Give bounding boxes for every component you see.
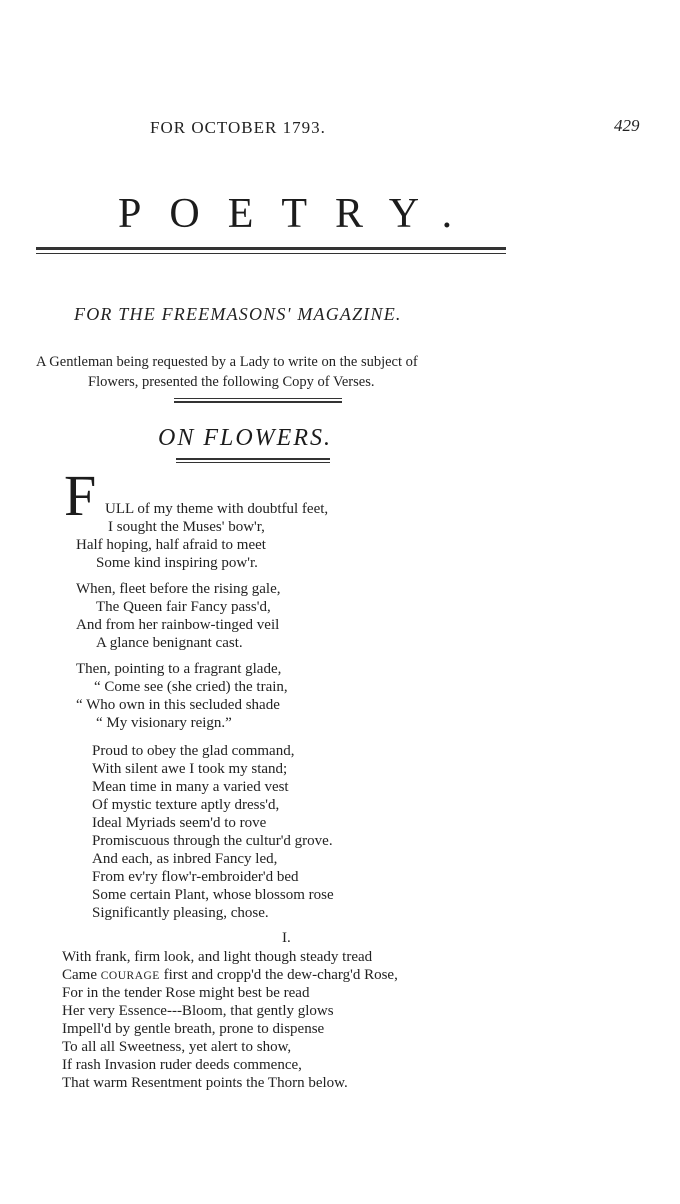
poem-line: Some kind inspiring pow'r. <box>96 555 258 571</box>
poem-line: Of mystic texture aptly dress'd, <box>92 797 280 813</box>
line-text: Came <box>62 967 101 983</box>
poem-line: And from her rainbow-tinged veil <box>76 617 280 633</box>
poem-title: ON FLOWERS. <box>158 425 332 451</box>
section-numeral: I. <box>282 930 291 946</box>
title-rule-thin <box>36 253 506 254</box>
poem-line: And each, as inbred Fancy led, <box>92 851 278 867</box>
poem-line: “ My visionary reign.” <box>96 715 232 731</box>
intro-line-2: Flowers, presented the following Copy of Verses. <box>88 374 375 390</box>
poem-line: The Queen fair Fancy pass'd, <box>96 599 271 615</box>
poem-line: Half hoping, half afraid to meet <box>76 537 266 553</box>
poem-line: Impell'd by gentle breath, prone to dispense <box>62 1021 325 1037</box>
intro-paragraph <box>36 352 516 392</box>
poem-line: Proud to obey the glad command, <box>92 743 295 759</box>
ornament-rule-top-2 <box>174 401 342 403</box>
poem-line: For in the tender Rose might best be read <box>62 985 310 1001</box>
poem-line: With silent awe I took my stand; <box>92 761 288 777</box>
poem-line: “ Come see (she cried) the train, <box>94 679 288 695</box>
section-title: POETRY. <box>118 191 481 237</box>
poem-line: Significantly pleasing, chose. <box>92 905 269 921</box>
poem-line: Then, pointing to a fragrant glade, <box>76 661 282 677</box>
poem-line: Mean time in many a varied vest <box>92 779 289 795</box>
intro-line-1: A Gentleman being requested by a Lady to write on the subject of <box>36 354 418 370</box>
poem-line: Ideal Myriads seem'd to rove <box>92 815 267 831</box>
ornament-rule-top-1 <box>174 398 342 399</box>
poem-line: If rash Invasion ruder deeds commence, <box>62 1057 302 1073</box>
poem-line: Some certain Plant, whose blossom rose <box>92 887 334 903</box>
line-text: first and cropp'd the dew-charg'd Rose, <box>159 967 398 983</box>
poem-line: That warm Resentment points the Thorn below. <box>62 1075 348 1091</box>
poem-line: From ev'ry flow'r-embroider'd bed <box>92 869 299 885</box>
poem-line: When, fleet before the rising gale, <box>76 581 281 597</box>
poem-line: Promiscuous through the cultur'd grove. <box>92 833 333 849</box>
poem-line: Her very Essence---Bloom, that gently glows <box>62 1003 334 1019</box>
subhead: FOR THE FREEMASONS' MAGAZINE. <box>74 304 402 324</box>
page-number: 429 <box>614 116 640 135</box>
small-caps-word: COURAGE <box>100 970 160 982</box>
ornament-rule-bottom-1 <box>176 458 330 460</box>
ornament-rule-bottom-2 <box>176 462 330 463</box>
poem-line: I sought the Muses' bow'r, <box>108 519 265 535</box>
drop-cap: F <box>64 463 97 528</box>
poem-line: “ Who own in this secluded shade <box>76 697 280 713</box>
poem-line: ULL of my theme with doubtful feet, <box>105 501 329 517</box>
poem-line: A glance benignant cast. <box>96 635 243 651</box>
title-rule-thick <box>36 247 506 250</box>
poem-line <box>62 966 398 985</box>
running-head: FOR OCTOBER 1793. <box>150 118 326 137</box>
poem-line: To all all Sweetness, yet alert to show, <box>62 1039 292 1055</box>
poem-line: With frank, firm look, and light though steady tread <box>62 949 373 965</box>
